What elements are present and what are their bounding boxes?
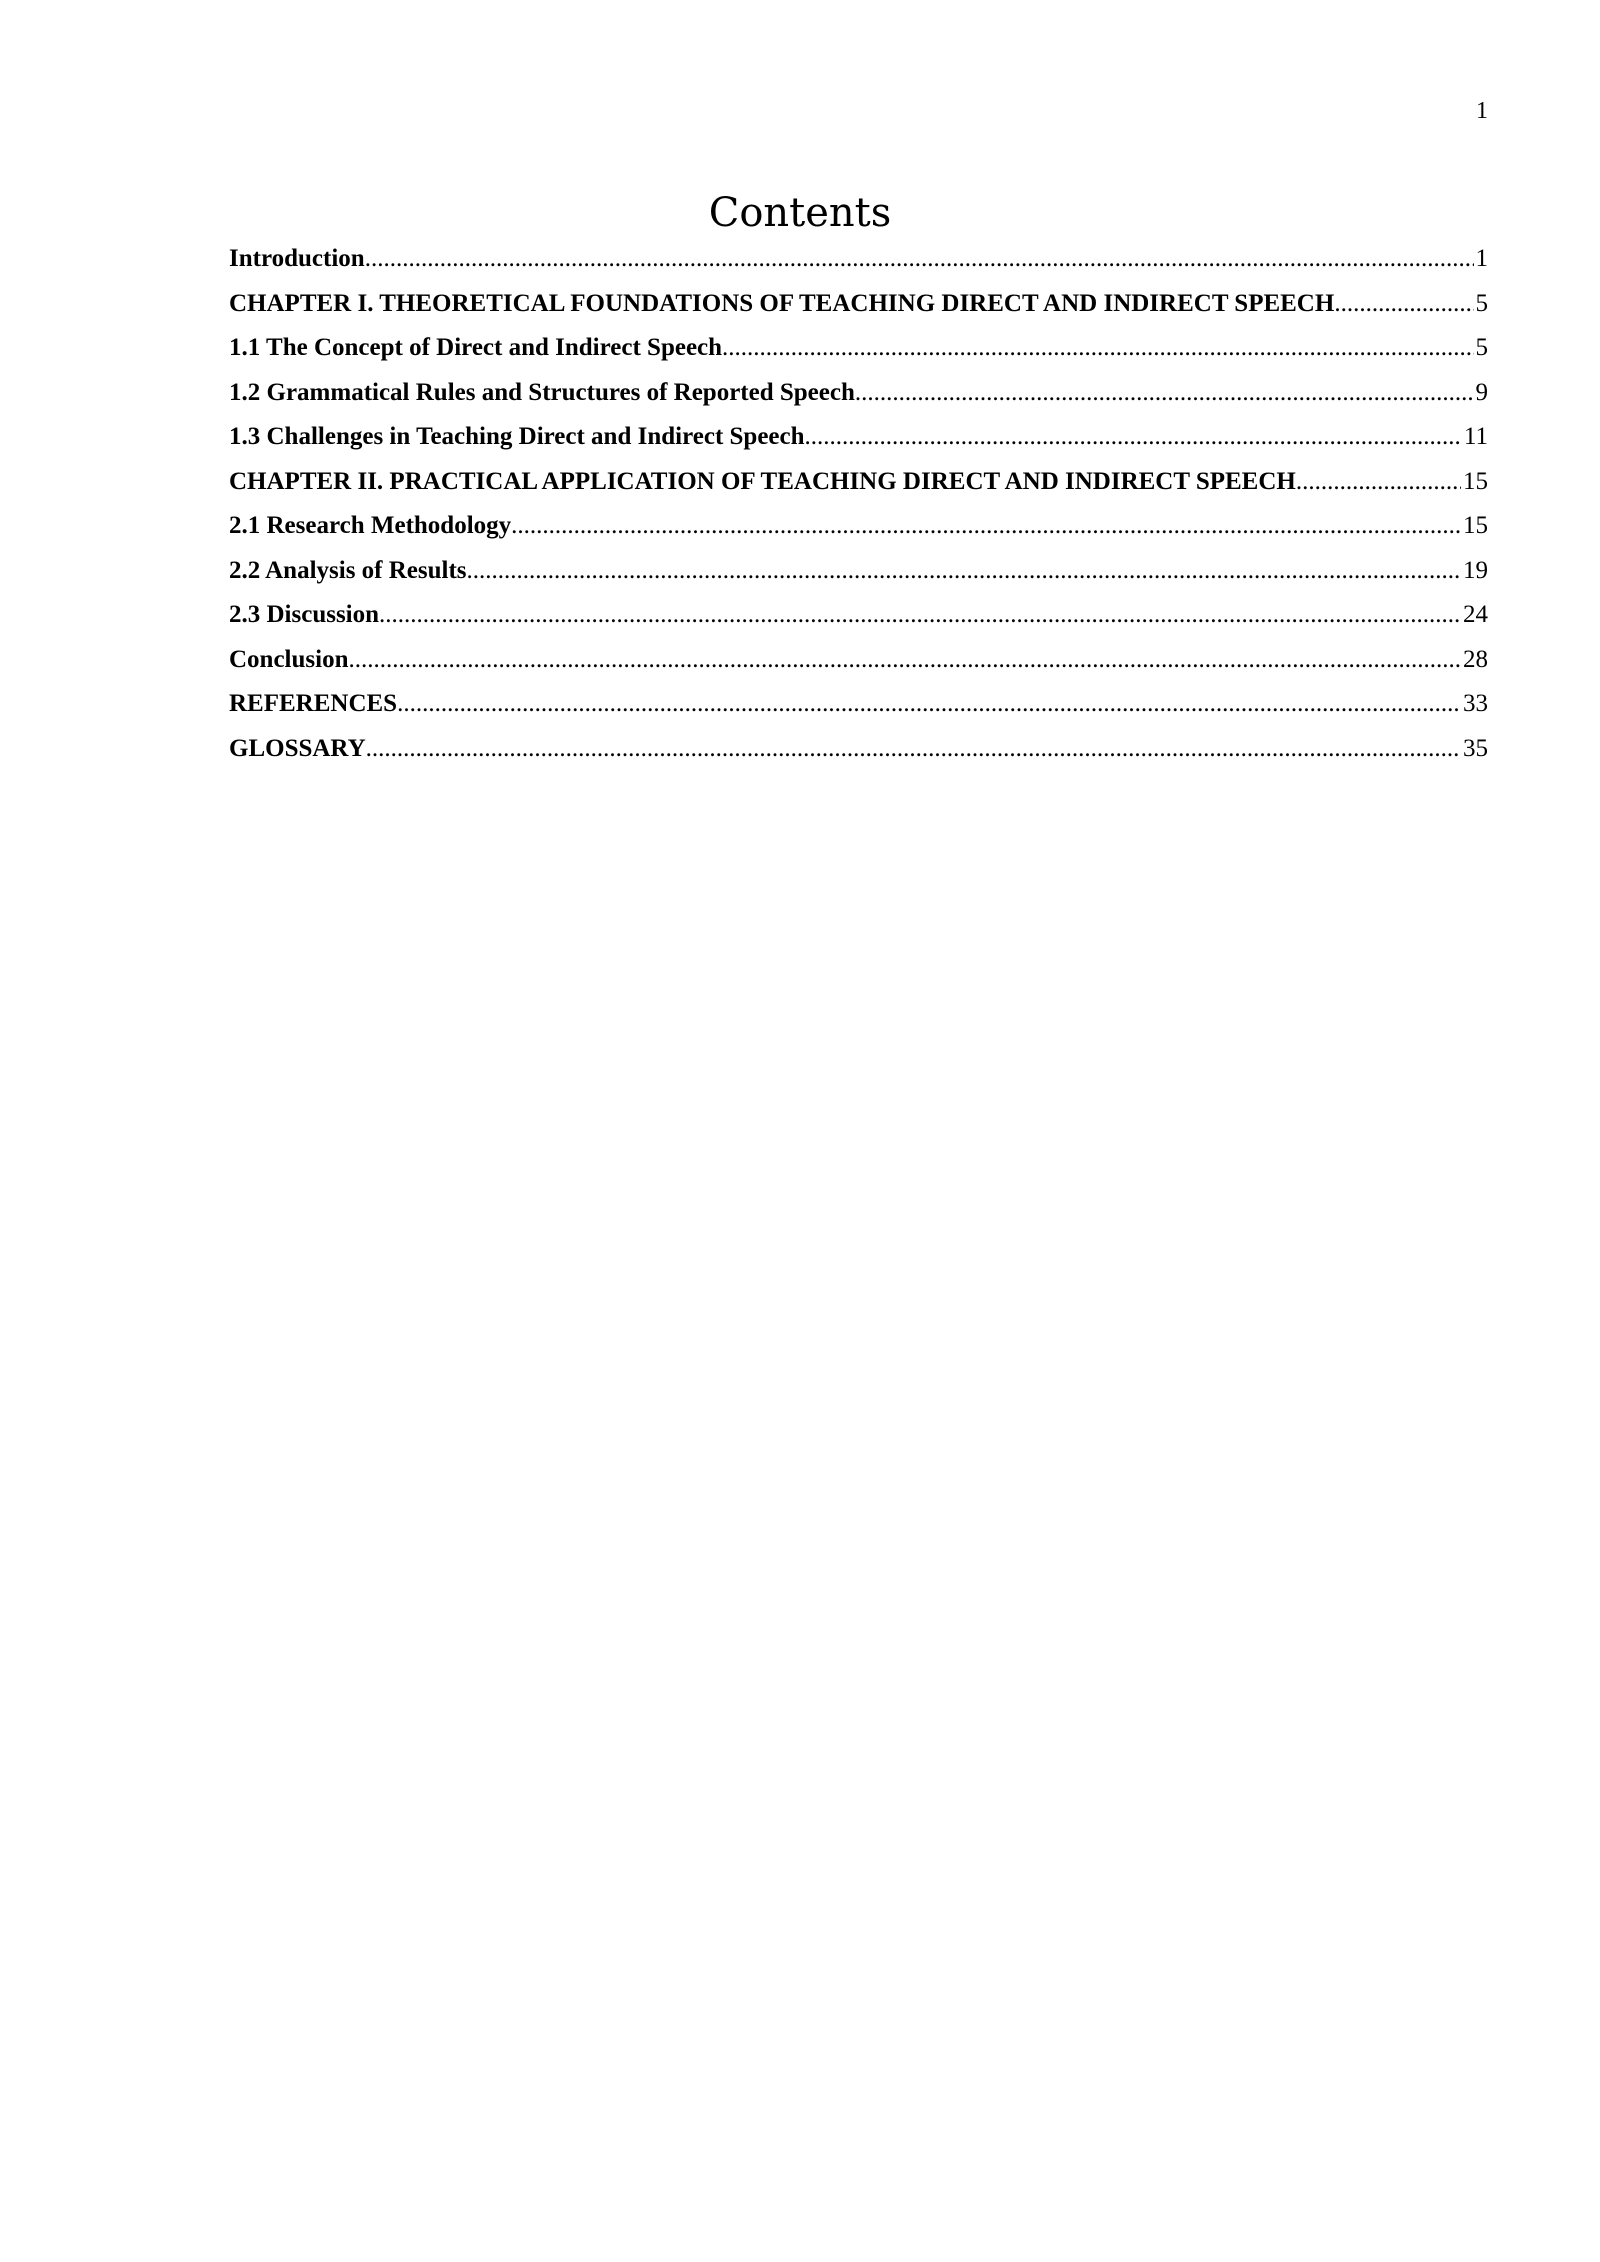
toc-entry-label: CHAPTER II. PRACTICAL APPLICATION OF TEACHING DIRECT AND INDIRECT SPEECH xyxy=(229,467,1296,495)
toc-entry-label: REFERENCES xyxy=(229,690,398,717)
toc-entry-label: 2.1 Research Methodology xyxy=(229,512,512,539)
toc-entry-section-2-2[interactable] xyxy=(229,556,1488,601)
toc-leader-dots xyxy=(365,244,1474,274)
toc-leader-dots xyxy=(855,378,1474,408)
toc-leader-dots xyxy=(379,600,1461,630)
toc-entry-page: 24 xyxy=(1463,601,1488,628)
toc-entry-label: Conclusion xyxy=(229,645,349,673)
toc-entry-page: 11 xyxy=(1463,423,1488,450)
toc-entry-page: 9 xyxy=(1475,378,1488,406)
toc-entry-section-2-1[interactable] xyxy=(229,511,1488,556)
toc-entry-label: 1.3 Challenges in Teaching Direct and Indirect Speech xyxy=(229,423,805,450)
toc-entry-chapter-2[interactable] xyxy=(229,467,1488,512)
toc-entry-label: GLOSSARY xyxy=(229,734,366,762)
toc-entry-chapter-1[interactable] xyxy=(229,289,1488,334)
toc-entry-conclusion[interactable] xyxy=(229,645,1488,690)
toc-leader-dots xyxy=(348,645,1461,675)
toc-entry-page: 28 xyxy=(1463,645,1488,673)
toc-leader-dots xyxy=(366,734,1461,764)
toc-entry-label: 1.1 The Concept of Direct and Indirect Speech xyxy=(229,334,723,361)
toc-entry-page: 15 xyxy=(1463,512,1488,539)
toc-entry-page: 15 xyxy=(1463,467,1488,495)
toc-entry-section-1-2[interactable] xyxy=(229,378,1488,423)
toc-entry-section-1-3[interactable] xyxy=(229,422,1488,467)
toc-entry-section-2-3[interactable] xyxy=(229,600,1488,645)
toc-leader-dots xyxy=(722,333,1473,363)
toc-entry-label: CHAPTER I. THEORETICAL FOUNDATIONS OF TEACHING DIRECT AND INDIRECT SPEECH xyxy=(229,289,1335,317)
toc-entry-section-1-1[interactable] xyxy=(229,333,1488,378)
toc-entry-page: 19 xyxy=(1463,556,1488,584)
page-number: 1 xyxy=(1476,98,1488,124)
toc-entry-label: 2.2 Analysis of Results xyxy=(229,556,467,584)
toc-entry-page: 35 xyxy=(1463,734,1488,762)
toc-entry-glossary[interactable] xyxy=(229,734,1488,779)
toc-title: Contents xyxy=(708,190,892,236)
toc-leader-dots xyxy=(511,511,1461,541)
toc-entry-page: 5 xyxy=(1475,289,1488,317)
toc-entry-label: Introduction xyxy=(229,245,365,272)
toc-leader-dots xyxy=(805,422,1462,452)
toc-entry-references[interactable] xyxy=(229,689,1488,734)
toc-entry-label: 1.2 Grammatical Rules and Structures of Reported Speech xyxy=(229,378,855,406)
toc-entry-introduction[interactable] xyxy=(229,244,1488,289)
toc-leader-dots xyxy=(1334,289,1473,319)
toc-entry-page: 1 xyxy=(1475,245,1488,272)
toc-entry-page: 33 xyxy=(1463,690,1488,717)
table-of-contents xyxy=(229,244,1488,778)
toc-entry-page: 5 xyxy=(1475,334,1488,361)
toc-leader-dots xyxy=(467,556,1461,586)
toc-leader-dots xyxy=(397,689,1461,719)
toc-entry-label: 2.3 Discussion xyxy=(229,601,380,628)
toc-leader-dots xyxy=(1296,467,1461,497)
